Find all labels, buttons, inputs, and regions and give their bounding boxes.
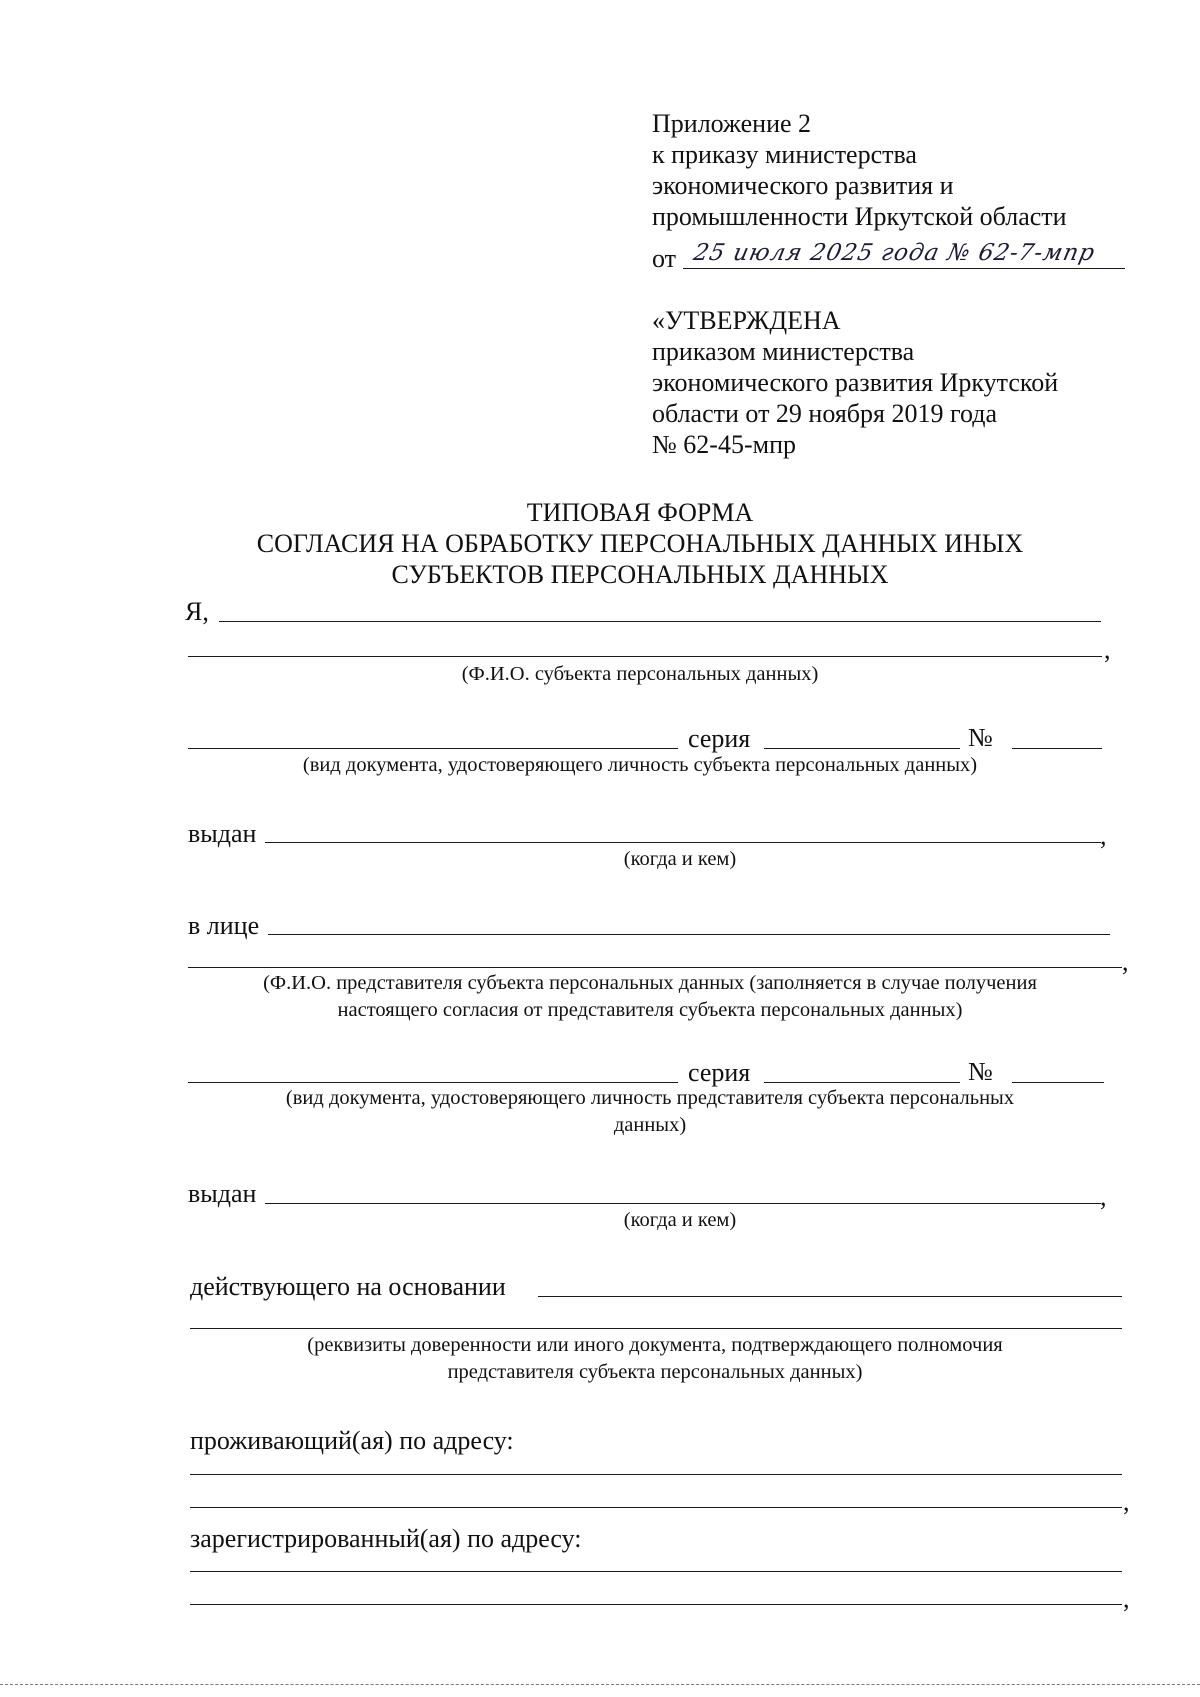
approved-block: [652, 305, 1058, 460]
doc-subject-series-line[interactable]: [764, 748, 960, 749]
acting-basis-line-1[interactable]: [538, 1296, 1122, 1297]
ya-label: Я,: [185, 597, 209, 626]
issued-label: выдан: [188, 819, 257, 848]
page-bottom-border: [0, 1684, 1200, 1685]
appendix-line-2: к приказу министерства: [652, 140, 917, 169]
title-line-1: ТИПОВАЯ ФОРМА: [526, 498, 754, 527]
appendix-from-prefix: от: [652, 244, 677, 273]
comma: ,: [1123, 1487, 1130, 1516]
doc-rep-series-line[interactable]: [764, 1082, 960, 1083]
comma: ,: [1104, 635, 1111, 664]
handwritten-date-signature: 25 июля 2025 года № 62-7-мпр: [691, 240, 1098, 266]
doc-rep-type-line[interactable]: [188, 1082, 678, 1083]
doc-rep-caption-1: (вид документа, удостоверяющего личность представителя субъекта персональных: [285, 1087, 1015, 1109]
comma: ,: [1123, 1584, 1130, 1613]
issued-subject-line[interactable]: [265, 842, 1101, 843]
power-caption-2: представителя субъекта персональных данных): [447, 1361, 863, 1383]
comma: ,: [1100, 1182, 1107, 1211]
series-label: серия: [688, 724, 751, 753]
number-label: №: [968, 1057, 993, 1086]
title-line-3: СУБЪЕКТОВ ПЕРСОНАЛЬНЫХ ДАННЫХ: [391, 560, 889, 589]
registered-address-line-1[interactable]: [190, 1571, 1122, 1572]
approved-line-1: «УТВЕРЖДЕНА: [652, 306, 841, 335]
doc-subject-type-line[interactable]: [188, 748, 678, 749]
fio-subject-line-2[interactable]: [188, 656, 1102, 657]
approved-line-5: № 62-45-мпр: [652, 430, 796, 459]
issued-label: выдан: [188, 1179, 257, 1208]
represented-label: в лице: [188, 911, 260, 940]
appendix-block: [652, 108, 1067, 232]
when-by-whom-caption: (когда и кем): [623, 848, 737, 870]
power-caption-1: (реквизиты доверенности или иного документа, подтверждающего полномочия: [307, 1334, 1003, 1356]
appendix-line-3: экономического развития и: [652, 171, 954, 200]
residing-address-line-1[interactable]: [190, 1474, 1122, 1475]
approved-line-3: экономического развития Иркутской: [652, 368, 1059, 397]
fio-rep-caption-2: настоящего согласия от представителя субъекта персональных данных): [337, 999, 963, 1021]
doc-subject-number-line[interactable]: [1012, 748, 1102, 749]
comma: ,: [1100, 821, 1107, 850]
registered-address-line-2[interactable]: [190, 1604, 1122, 1605]
when-by-whom-caption: (когда и кем): [623, 1209, 737, 1231]
issued-rep-line[interactable]: [265, 1203, 1101, 1204]
approved-line-2: приказом министерства: [652, 337, 915, 366]
doc-rep-caption-2: данных): [613, 1114, 687, 1136]
fio-rep-line-2[interactable]: [188, 967, 1122, 968]
fio-rep-caption-1: (Ф.И.О. представителя субъекта персональных данных (заполняется в случае получения: [263, 972, 1037, 994]
number-label: №: [968, 723, 993, 752]
series-label: серия: [688, 1058, 751, 1087]
appendix-date-underline: [683, 268, 1125, 269]
registered-label: зарегистрированный(ая) по адресу:: [190, 1524, 582, 1553]
appendix-line-4: промышленности Иркутской области: [652, 202, 1067, 231]
acting-basis-line-2[interactable]: [190, 1328, 1122, 1329]
fio-subject-caption: (Ф.И.О. субъекта персональных данных): [461, 663, 819, 685]
appendix-line-1: Приложение 2: [652, 109, 812, 138]
title-line-2: СОГЛАСИЯ НА ОБРАБОТКУ ПЕРСОНАЛЬНЫХ ДАННЫХ ИНЫХ: [256, 529, 1024, 558]
fio-subject-line-1[interactable]: [219, 621, 1101, 622]
doc-rep-number-line[interactable]: [1012, 1082, 1104, 1083]
acting-basis-label: действующего на основании: [190, 1272, 506, 1301]
doc-subject-caption: (вид документа, удостоверяющего личность субъекта персональных данных): [302, 754, 978, 776]
approved-line-4: области от 29 ноября 2019 года: [652, 399, 998, 428]
comma: ,: [1122, 947, 1129, 976]
residing-address-line-2[interactable]: [190, 1507, 1122, 1508]
residing-label: проживающий(ая) по адресу:: [190, 1426, 514, 1455]
fio-rep-line-1[interactable]: [268, 934, 1110, 935]
